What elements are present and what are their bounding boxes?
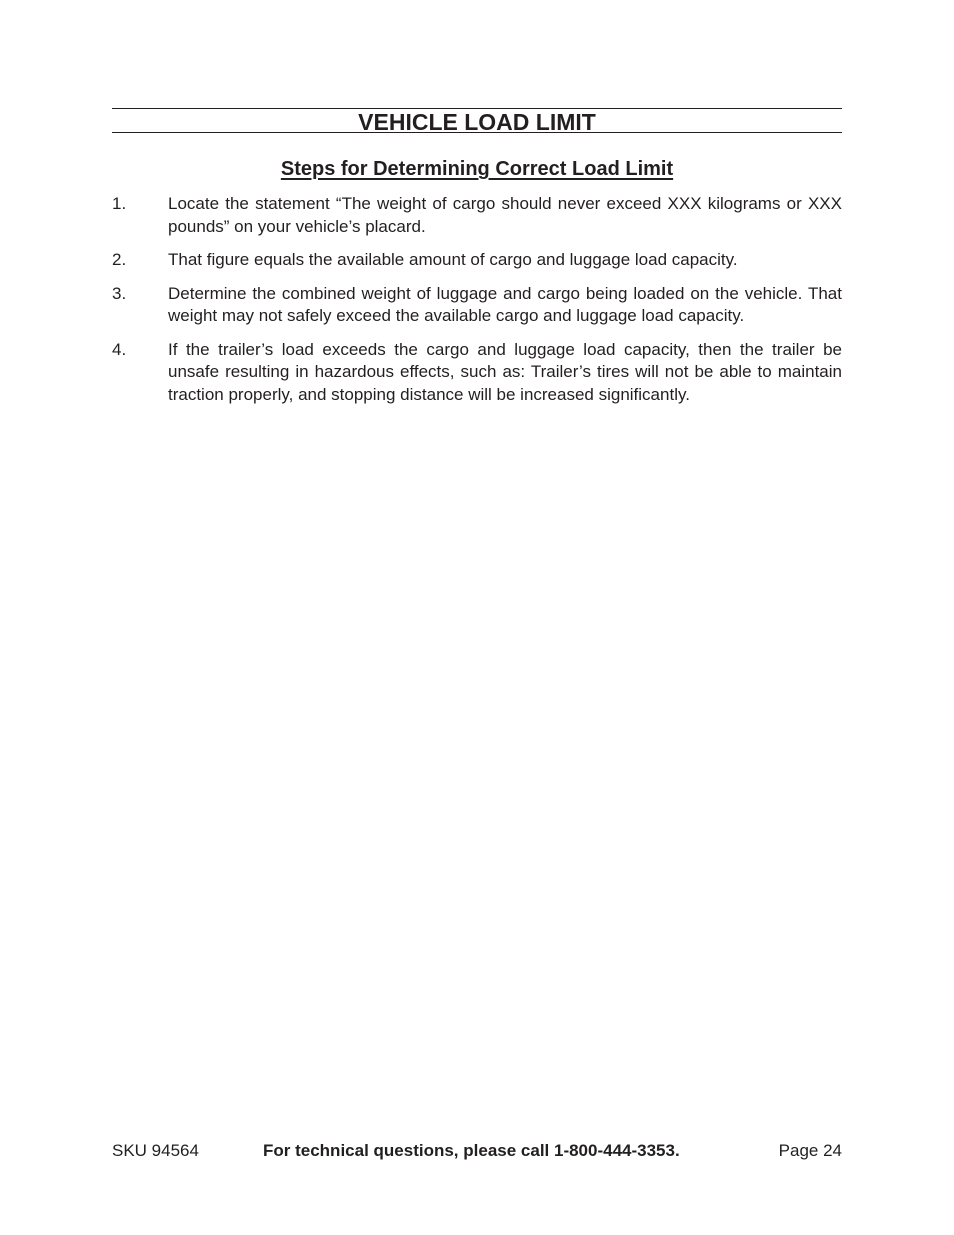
- step-text: Locate the statement “The weight of cargo should never exceed XXX kilograms or XXX pounds” on your vehicle’s placard.: [168, 194, 842, 236]
- title-bottom-rule: [112, 132, 842, 133]
- step-number: 1.: [112, 194, 127, 213]
- step-number: 2.: [112, 250, 127, 269]
- step-item-3: [112, 283, 842, 328]
- step-item-4: [112, 339, 842, 407]
- section-subtitle-text: Steps for Determining Correct Load Limit: [280, 158, 674, 180]
- step-item-2: [112, 249, 842, 272]
- section-subtitle: [112, 156, 842, 182]
- footer-sku: SKU 94564: [112, 1141, 199, 1160]
- step-text: If the trailer’s load exceeds the cargo and luggage load capacity, then the trailer be unsafe resulting in hazardous effects, such as: Trailer’s tires will not be able to maintain traction properly, and stopping distance will be increased significantly.: [168, 339, 842, 404]
- step-number: 3.: [112, 283, 127, 303]
- step-text: Determine the combined weight of luggage and cargo being loaded on the vehicle. That weight may not safely exceed the available cargo and luggage load capacity.: [168, 283, 842, 325]
- steps-list: [112, 193, 842, 417]
- step-number: 4.: [112, 339, 127, 359]
- step-text: That figure equals the available amount of cargo and luggage load capacity.: [168, 250, 738, 269]
- footer-support-phone: For technical questions, please call 1-800-444-3353.: [263, 1141, 680, 1160]
- page-title: VEHICLE LOAD LIMIT: [358, 109, 596, 135]
- footer-page-number: Page 24: [778, 1141, 842, 1160]
- step-item-1: [112, 193, 842, 238]
